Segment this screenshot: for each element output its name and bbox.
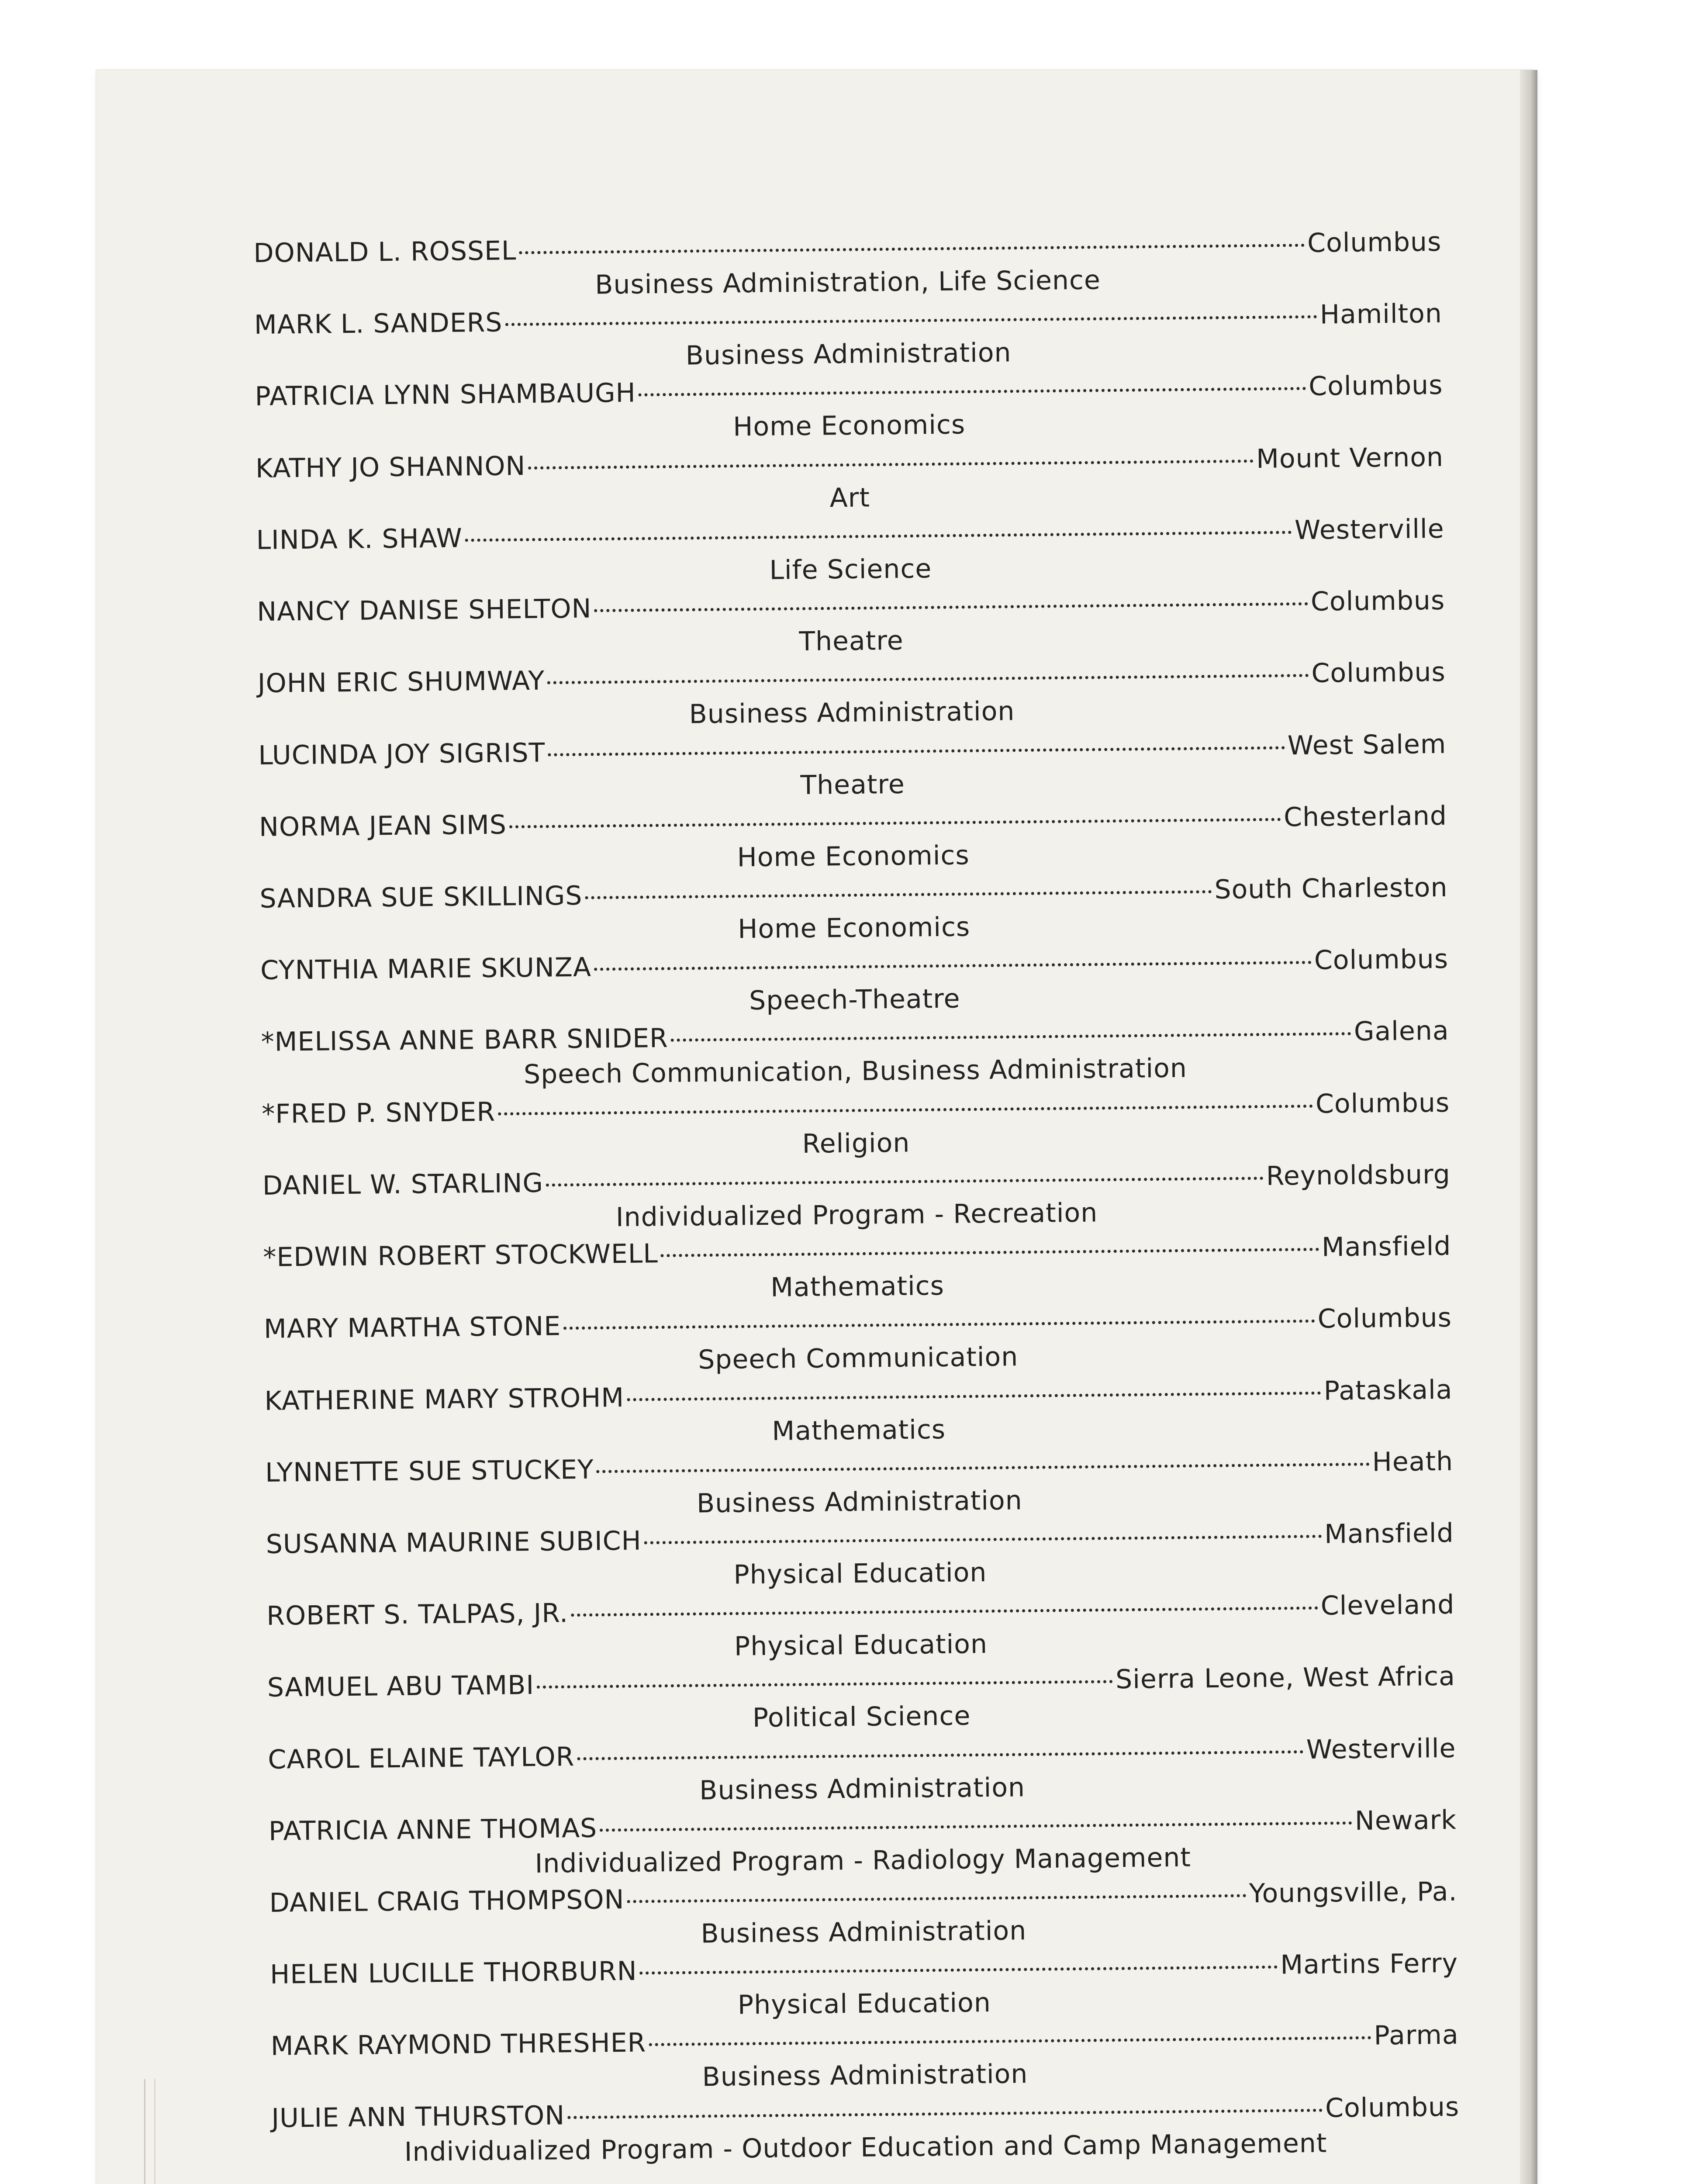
dot-leader [597, 1462, 1370, 1473]
dot-leader [537, 1680, 1113, 1689]
page-edge [1520, 70, 1537, 2184]
hometown: Chesterland [1283, 800, 1447, 833]
dot-leader [671, 1032, 1351, 1042]
graduate-entry [263, 1229, 1451, 1310]
graduate-name: KATHY JO SHANNON [255, 450, 526, 484]
hometown: South Charleston [1214, 872, 1448, 905]
field-of-study: Business Administration [696, 1485, 1023, 1519]
graduate-name: SUSANNA MAURINE SUBICH [266, 1525, 642, 1560]
graduate-name: DANIEL CRAIG THOMPSON [269, 1884, 625, 1918]
graduate-entry [267, 1659, 1456, 1740]
graduate-name: *MELISSA ANNE BARR SNIDER [261, 1023, 669, 1058]
hometown: Heath [1372, 1446, 1454, 1478]
dot-leader [505, 315, 1317, 326]
hometown: Columbus [1325, 2091, 1460, 2124]
field-of-study: Physical Education [734, 1629, 988, 1662]
graduate-name: SAMUEL ABU TAMBI [267, 1670, 535, 1704]
graduate-name: CAROL ELAINE TAYLOR [268, 1741, 575, 1775]
hometown: Columbus [1317, 1303, 1452, 1335]
field-of-study: Home Economics [737, 840, 970, 873]
hometown: Columbus [1315, 1087, 1450, 1120]
dot-leader [546, 1177, 1264, 1187]
graduate-name: JOHN ERIC SHUMWAY [257, 665, 545, 699]
graduate-entry [266, 1516, 1454, 1597]
hometown: Newark [1354, 1804, 1457, 1836]
field-of-study: Individualized Program - Outdoor Education and Camp Management [404, 2128, 1327, 2167]
hometown: Martins Ferry [1280, 1948, 1458, 1980]
graduate-name: DANIEL W. STARLING [262, 1168, 544, 1201]
hometown: Pataskala [1323, 1374, 1453, 1406]
graduate-entry [260, 942, 1449, 1023]
field-of-study: Mathematics [772, 1414, 946, 1447]
field-of-study: Life Science [769, 553, 932, 586]
field-of-study: Art [829, 482, 870, 514]
hometown: Youngsville, Pa. [1249, 1876, 1458, 1909]
dot-leader [649, 2036, 1371, 2046]
graduate-entry [258, 726, 1447, 808]
dot-leader [627, 1894, 1247, 1903]
field-of-study: Speech Communication, Business Administration [523, 1053, 1188, 1090]
field-of-study: Individualized Program - Radiology Management [535, 1842, 1192, 1879]
graduate-name: PATRICIA LYNN SHAMBAUGH [255, 378, 636, 412]
graduate-entry [269, 1874, 1458, 1956]
graduate-entry [259, 870, 1448, 951]
dot-leader [594, 602, 1308, 612]
graduate-name: *FRED P. SNYDER [261, 1096, 496, 1130]
field-of-study: Business Administration [699, 1772, 1026, 1806]
field-of-study: Business Administration [685, 337, 1012, 371]
graduate-name: SANDRA SUE SKILLINGS [259, 880, 583, 914]
graduate-name: MARK L. SANDERS [254, 307, 503, 341]
hometown: Galena [1354, 1016, 1449, 1047]
dot-leader [548, 746, 1285, 756]
graduate-entry [256, 511, 1444, 593]
graduate-name: LYNNETTE SUE STUCKEY [265, 1454, 594, 1488]
dot-leader [594, 961, 1312, 971]
hometown: Columbus [1308, 370, 1443, 402]
dot-leader [509, 818, 1281, 828]
graduate-name: ROBERT S. TALPAS, JR. [266, 1598, 569, 1632]
graduate-entry [271, 2089, 1460, 2170]
field-of-study: Individualized Program - Recreation [615, 1197, 1098, 1233]
graduate-entry [257, 655, 1446, 736]
field-of-study: Speech-Theatre [749, 983, 960, 1016]
field-of-study: Home Economics [732, 409, 966, 442]
graduate-entry [262, 1085, 1450, 1166]
field-of-study: Religion [802, 1127, 910, 1159]
hometown: Columbus [1307, 226, 1442, 259]
hometown: Westerville [1306, 1733, 1456, 1765]
field-of-study: Physical Education [733, 1557, 987, 1590]
dot-leader [563, 1320, 1315, 1330]
graduate-name: NANCY DANISE SHELTON [256, 593, 592, 628]
graduate-entry [259, 798, 1447, 880]
binding-edge [144, 2079, 155, 2184]
graduate-name: MARY MARTHA STONE [263, 1311, 561, 1345]
hometown: Sierra Leone, West Africa [1115, 1661, 1456, 1695]
graduate-entry [255, 368, 1443, 449]
graduate-entry [265, 1444, 1454, 1525]
hometown: Columbus [1314, 944, 1449, 976]
dot-leader [465, 531, 1292, 542]
dot-leader [498, 1104, 1313, 1115]
hometown: Mount Vernon [1256, 442, 1444, 474]
graduate-name: MARK RAYMOND THRESHER [270, 2028, 646, 2062]
graduate-entry [270, 2018, 1459, 2099]
graduate-entry [253, 225, 1442, 306]
dot-leader [627, 1391, 1321, 1401]
graduate-name: DONALD L. ROSSEL [253, 235, 517, 269]
graduate-name: KATHERINE MARY STROHM [264, 1382, 625, 1417]
graduate-entry [268, 1731, 1456, 1812]
graduate-entry [269, 1803, 1457, 1884]
dot-leader [528, 460, 1254, 470]
field-of-study: Business Administration [702, 2059, 1028, 2093]
graduate-name: LINDA K. SHAW [256, 523, 463, 556]
graduate-entry [264, 1300, 1452, 1382]
graduate-name: HELEN LUCILLE THORBURN [269, 1956, 637, 1990]
field-of-study: Business Administration [701, 1915, 1027, 1949]
hometown: West Salem [1287, 729, 1447, 761]
hometown: Reynoldsburg [1266, 1159, 1451, 1192]
field-of-study: Mathematics [770, 1270, 945, 1303]
hometown: Mansfield [1321, 1230, 1451, 1263]
hometown: Hamilton [1319, 298, 1443, 330]
graduate-name: CYNTHIA MARIE SKUNZA [260, 952, 592, 986]
hometown: Columbus [1310, 585, 1445, 617]
hometown: Mansfield [1324, 1517, 1454, 1550]
dot-leader [519, 244, 1305, 254]
graduate-name: *EDWIN ROBERT STOCKWELL [263, 1238, 659, 1273]
graduate-entry [256, 440, 1444, 521]
field-of-study: Political Science [752, 1700, 971, 1734]
hometown: Cleveland [1320, 1589, 1455, 1621]
field-of-study: Home Economics [737, 912, 971, 945]
dot-leader [571, 1607, 1318, 1617]
field-of-study: Theatre [800, 769, 905, 801]
graduate-entry [261, 1013, 1449, 1095]
dot-leader [640, 1966, 1278, 1975]
hometown: Columbus [1311, 657, 1446, 689]
field-of-study: Theatre [799, 625, 904, 657]
graduate-entry [266, 1587, 1455, 1669]
field-of-study: Business Administration, Life Science [594, 265, 1101, 301]
dot-leader [661, 1248, 1319, 1257]
graduate-entry [262, 1157, 1451, 1238]
field-of-study: Physical Education [737, 1987, 991, 2021]
dot-leader [639, 387, 1306, 397]
dot-leader [547, 674, 1309, 684]
field-of-study: Business Administration [689, 696, 1015, 730]
dot-leader [577, 1750, 1304, 1760]
graduate-entry [264, 1372, 1453, 1453]
graduate-name: NORMA JEAN SIMS [259, 809, 507, 843]
graduate-name: PATRICIA ANNE THOMAS [268, 1813, 598, 1847]
graduate-entry [257, 583, 1445, 664]
field-of-study: Speech Communication [698, 1341, 1019, 1375]
graduate-entry [254, 296, 1443, 377]
dot-leader [600, 1821, 1352, 1832]
graduate-entry [270, 1946, 1458, 2027]
hometown: Parma [1374, 2020, 1459, 2052]
hometown: Westerville [1294, 513, 1444, 546]
graduate-name: JULIE ANN THURSTON [271, 2100, 565, 2134]
dot-leader [567, 2108, 1323, 2119]
dot-leader [644, 1535, 1322, 1545]
dot-leader [585, 890, 1212, 899]
graduate-list [253, 225, 1460, 2171]
graduate-name: LUCINDA JOY SIGRIST [258, 737, 546, 771]
